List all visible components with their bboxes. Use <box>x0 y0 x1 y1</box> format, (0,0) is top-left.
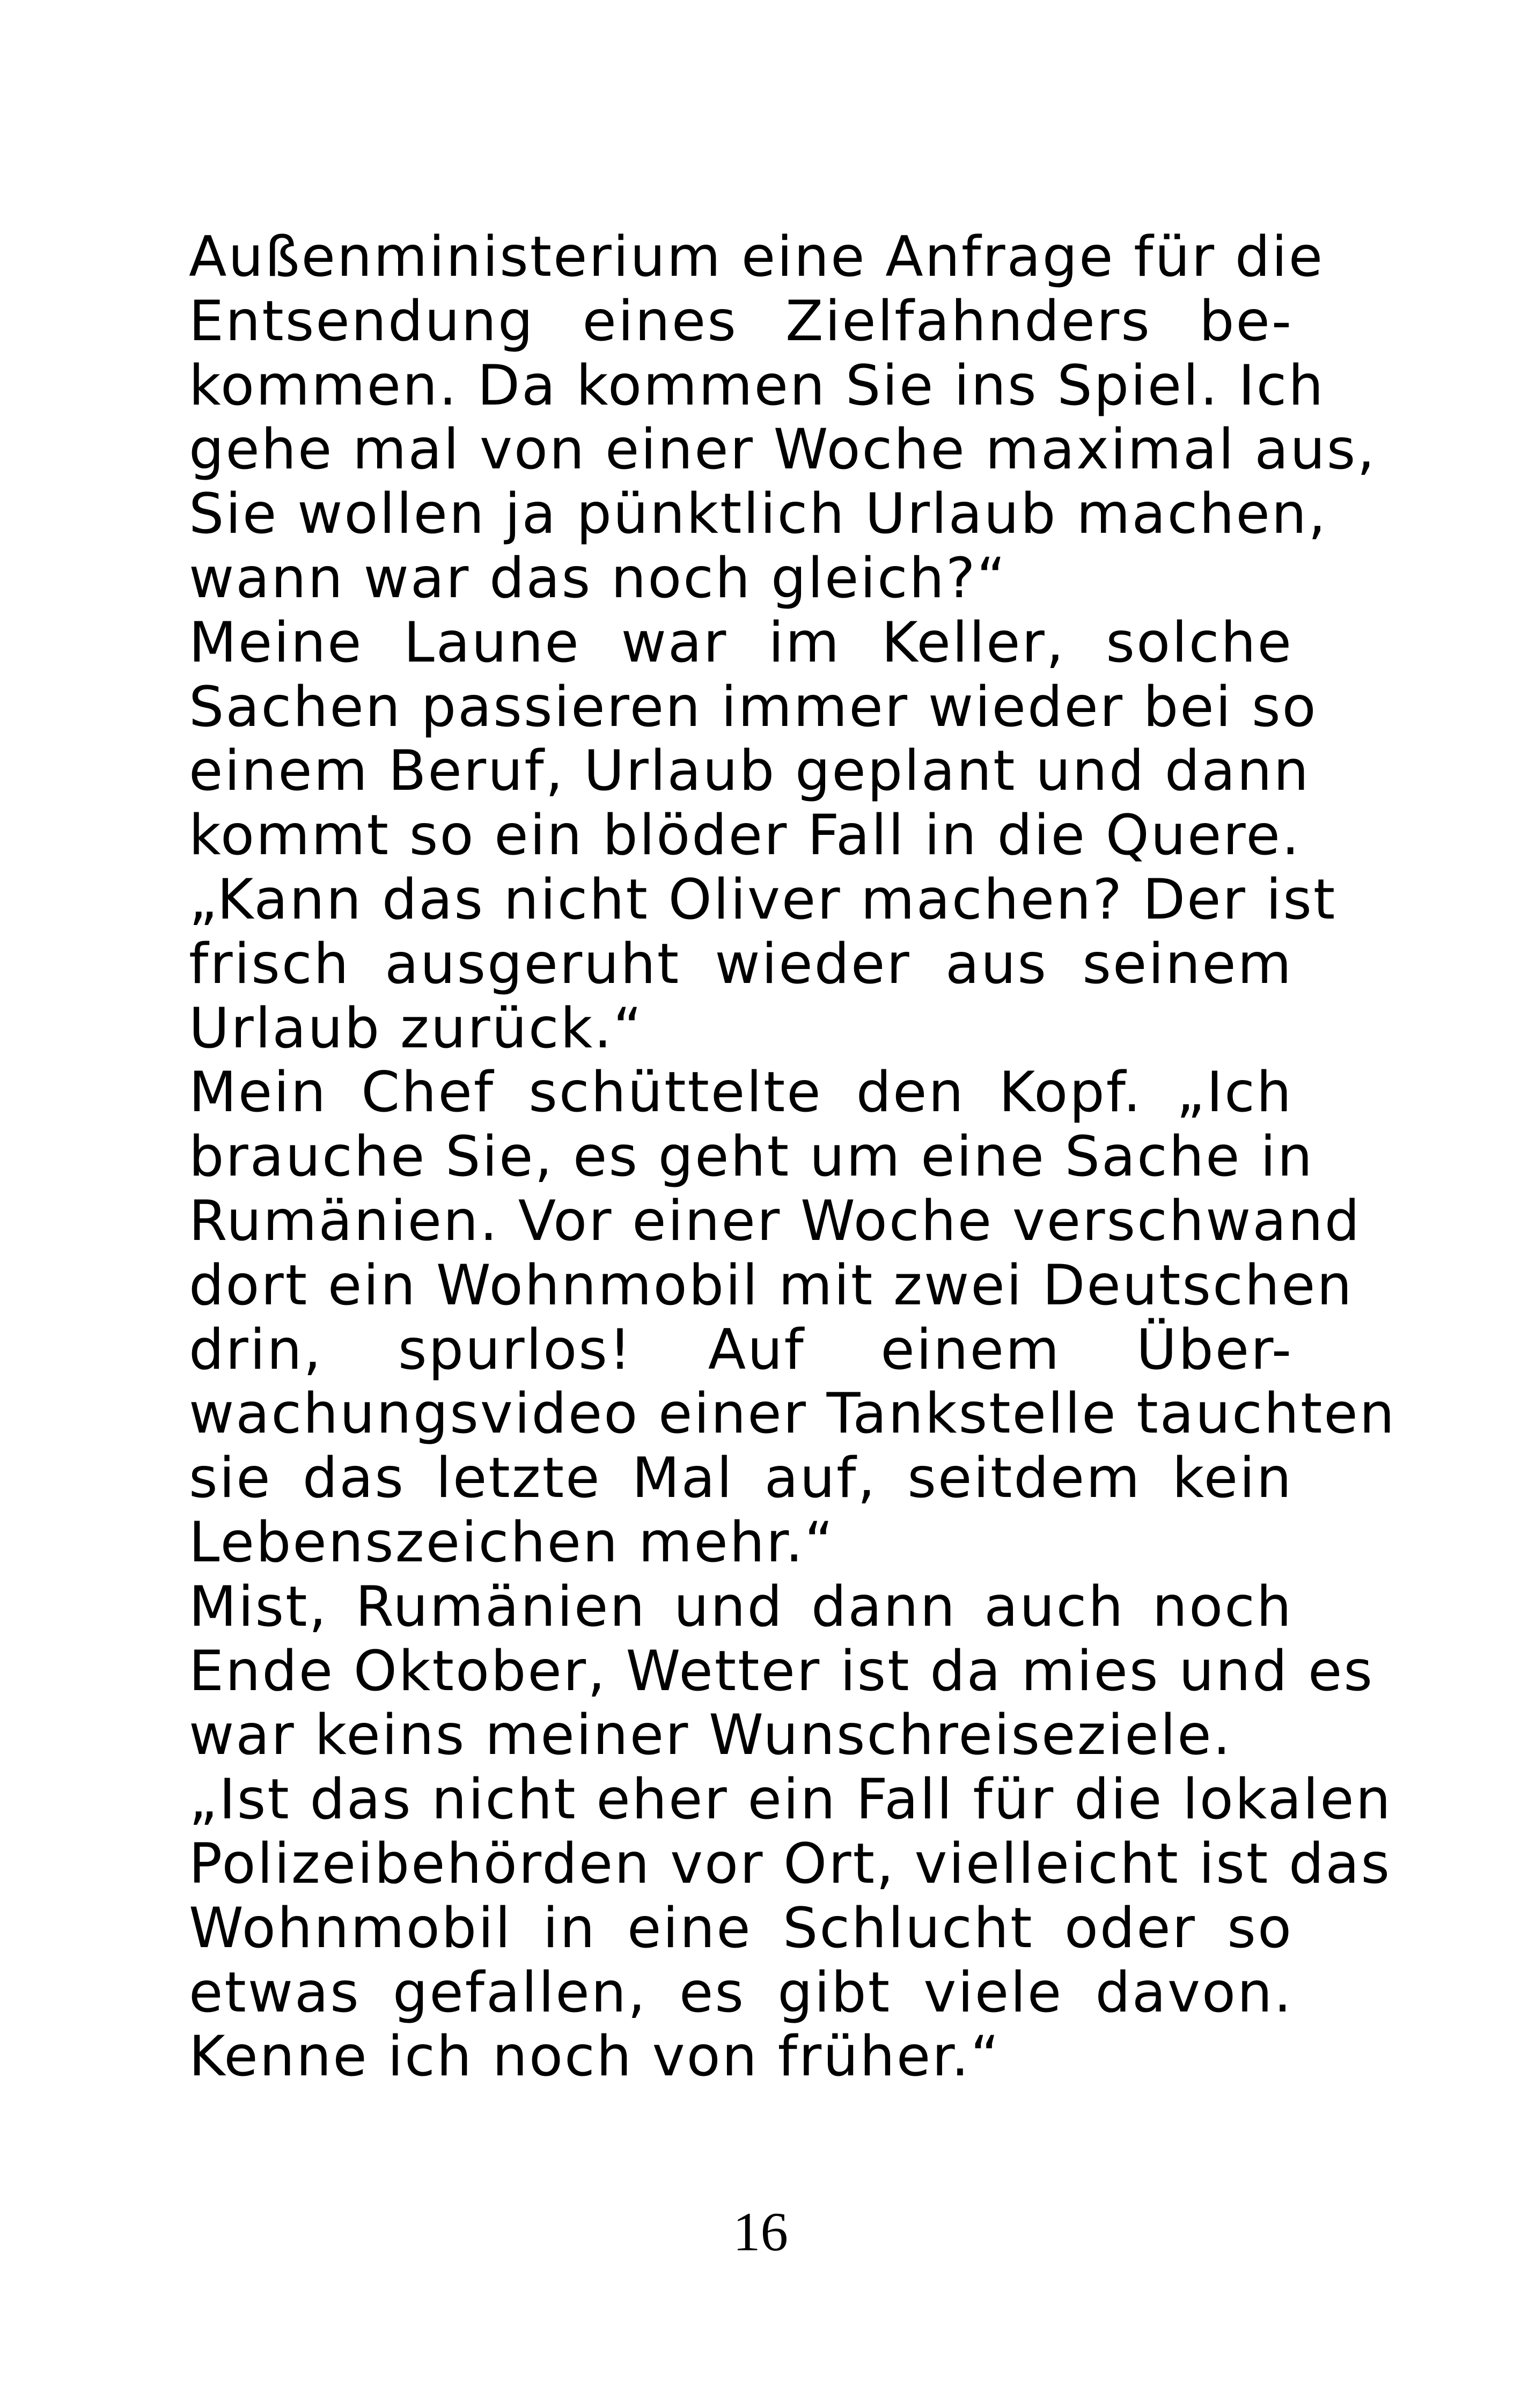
text-line: wachungsvideo einer Tankstelle tauchten <box>189 1382 1397 1447</box>
text-line: brauche Sie, es geht um eine Sache in <box>189 1125 1314 1190</box>
text-line: war keins meiner Wunschreiseziele. <box>189 1703 1232 1768</box>
text-line: Entsendung eines Zielfahnders be- <box>189 289 1293 354</box>
text-line: dort ein Wohnmobil mit zwei Deutschen <box>189 1253 1354 1318</box>
body-text <box>189 225 1397 2089</box>
text-line: Ende Oktober, Wetter ist da mies und es <box>189 1639 1375 1704</box>
text-line: Kenne ich noch von früher.“ <box>189 2024 1001 2089</box>
text-line: einem Beruf, Urlaub geplant und dann <box>189 739 1310 804</box>
text-line: Wohnmobil in eine Schlucht oder so <box>189 1896 1293 1961</box>
text-line: etwas gefallen, es gibt viele davon. <box>189 1960 1293 2025</box>
text-line: Polizeibehörden vor Ort, vielleicht ist das <box>189 1831 1392 1896</box>
text-line: sie das letzte Mal auf, seitdem kein <box>189 1446 1293 1511</box>
text-line: Mein Chef schüttelte den Kopf. „Ich <box>189 1060 1293 1125</box>
text-line: Sachen passieren immer wieder bei so <box>189 674 1318 739</box>
text-line: gehe mal von einer Woche maximal aus, <box>189 417 1377 482</box>
text-line: kommt so ein blöder Fall in die Quere. <box>189 803 1301 868</box>
text-line: „Kann das nicht Oliver machen? Der ist <box>189 867 1337 932</box>
text-line: Mist, Rumänien und dann auch noch <box>189 1574 1293 1639</box>
text-line: Außenministerium eine Anfrage für die <box>189 225 1325 289</box>
text-line: „Ist das nicht eher ein Fall für die lokalen <box>189 1767 1392 1832</box>
text-line: drin, spurlos! Auf einem Über- <box>189 1317 1293 1382</box>
text-line: Sie wollen ja pünktlich Urlaub machen, <box>189 482 1327 547</box>
text-line: Lebenszeichen mehr.“ <box>189 1510 835 1575</box>
text-line: Urlaub zurück.“ <box>189 996 644 1061</box>
page-number: 16 <box>733 2201 788 2263</box>
text-line: wann war das noch gleich?“ <box>189 546 1007 611</box>
text-line: frisch ausgeruht wieder aus seinem <box>189 931 1293 996</box>
text-line: kommen. Da kommen Sie ins Spiel. Ich <box>189 353 1325 418</box>
text-line: Meine Laune war im Keller, solche <box>189 610 1293 675</box>
text-line: Rumänien. Vor einer Woche verschwand <box>189 1188 1362 1253</box>
